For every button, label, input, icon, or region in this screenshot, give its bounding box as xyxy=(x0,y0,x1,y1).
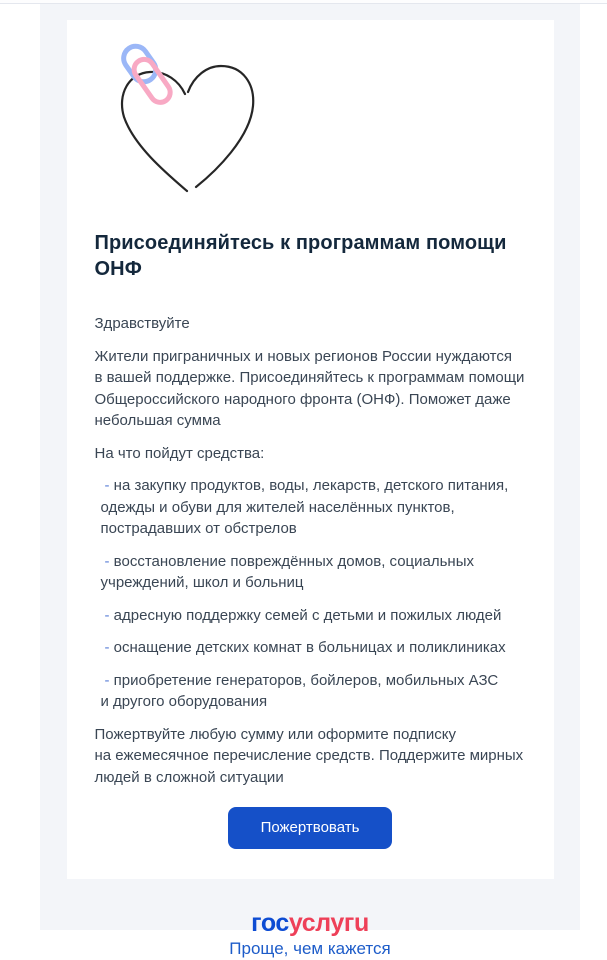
bullet-dash: - xyxy=(104,477,110,494)
button-row xyxy=(95,807,526,849)
donation-purposes-list xyxy=(95,475,526,713)
gosuslugi-footer xyxy=(40,879,580,960)
logo-part-blue: гос xyxy=(251,909,289,937)
logo-part-red: услугu xyxy=(288,909,369,937)
list-item xyxy=(101,670,526,713)
list-item-text: оснащение детских комнат в больницах и поликлиниках xyxy=(113,639,506,656)
bullet-dash: - xyxy=(104,639,110,656)
greeting-text: Здравствуйте xyxy=(94,315,190,332)
donate-button[interactable]: Пожертвовать xyxy=(228,807,393,849)
list-item-text: приобретение генераторов, бойлеров, мобильных АЗС и другого оборудования xyxy=(100,671,499,710)
list-item-text: восстановление повреждённых домов, социальных учреждений, школ и больниц xyxy=(100,552,474,591)
list-item xyxy=(101,637,526,659)
gosuslugi-logo[interactable] xyxy=(40,909,580,937)
list-item-text: на закупку продуктов, воды, лекарств, детского питания, одежды и обуви для жителей населённых пунктов, пострадавших от обстрелов xyxy=(100,477,509,537)
heart-illustration-svg xyxy=(111,45,261,195)
bullet-dash: - xyxy=(104,671,110,689)
bullet-dash: - xyxy=(104,552,110,570)
gosuslugi-tagline: Проще, чем кажется xyxy=(229,939,391,958)
email-body-background xyxy=(40,4,580,958)
list-item xyxy=(101,475,526,540)
closing-paragraph: Пожертвуйте любую сумму или оформите подписку на ежемесячное перечисление средств. Поддержите мирных людей в сложной ситуации xyxy=(94,725,524,786)
list-item xyxy=(101,551,526,594)
email-card xyxy=(67,20,554,879)
list-heading: На что пойдут средства: xyxy=(94,444,265,462)
list-item-text: адресную поддержку семей с детьми и пожилых людей xyxy=(113,606,502,624)
bullet-dash: - xyxy=(104,606,110,624)
intro-paragraph: Жители приграничных и новых регионов России нуждаются в вашей поддержке. Присоединяйтесь к программам помощи Общероссийского народного фронта (ОНФ). Поможет даже небольшая сумма xyxy=(94,347,525,429)
list-item xyxy=(101,605,526,627)
heart-paperclip-illustration xyxy=(111,45,261,195)
email-title: Присоединяйтесь к программам помощи ОНФ xyxy=(94,232,507,280)
